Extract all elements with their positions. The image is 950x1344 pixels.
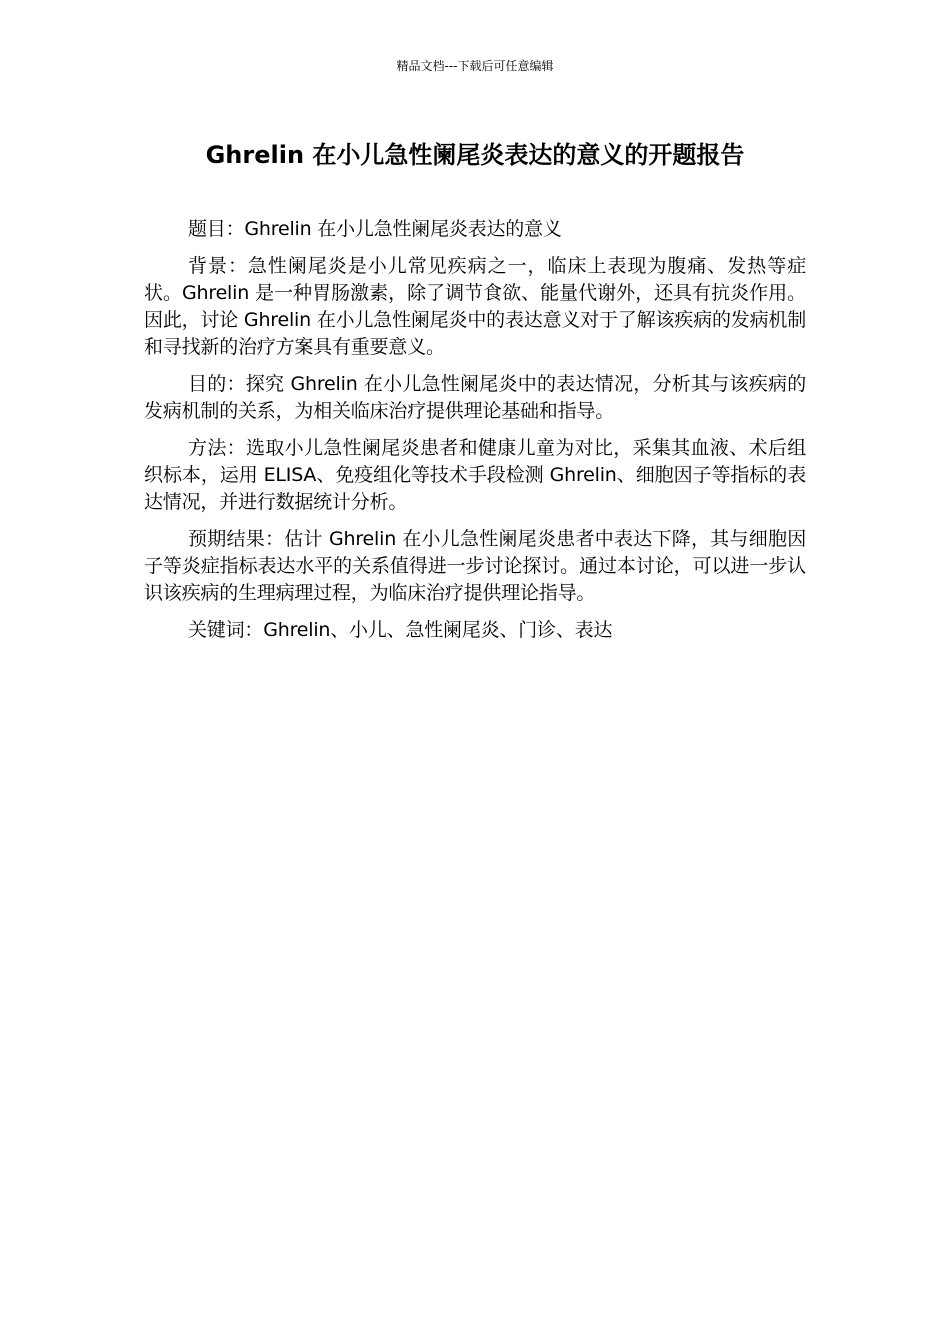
document-body <box>144 216 806 654</box>
paragraph-background: 背景：急性阑尾炎是小儿常见疾病之一，临床上表现为腹痛、发热等症状。Ghrelin 是一种胃肠激素，除了调节食欲、能量代谢外，还具有抗炎作用。因此，讨论 Ghrelin 在小儿急性阑尾炎中的表达意义对于了解该疾病的发病机制和寻找新的治疗方案具有重要意义。 <box>144 255 806 358</box>
paragraph-expected-results: 预期结果：估计 Ghrelin 在小儿急性阑尾炎患者中表达下降，其与细胞因子等炎症指标表达水平的关系值得进一步讨论探讨。通过本讨论，可以进一步认识该疾病的生理病理过程，为临床治疗提供理论指导。 <box>144 528 806 604</box>
document-title: Ghrelin 在小儿急性阑尾炎表达的意义的开题报告 <box>205 141 745 169</box>
paragraph-keywords: 关键词：Ghrelin、小儿、急性阑尾炎、门诊、表达 <box>188 619 613 641</box>
paragraph-topic: 题目：Ghrelin 在小儿急性阑尾炎表达的意义 <box>188 218 562 240</box>
paragraph-objective: 目的：探究 Ghrelin 在小儿急性阑尾炎中的表达情况，分析其与该疾病的发病机制的关系，为相关临床治疗提供理论基础和指导。 <box>144 373 806 422</box>
paragraph-methods: 方法：选取小儿急性阑尾炎患者和健康儿童为对比，采集其血液、术后组织标本，运用 ELISA、免疫组化等技术手段检测 Ghrelin、细胞因子等指标的表达情况，并进行数据统计分析。 <box>144 437 806 513</box>
page-header: 精品文档---下载后可任意编辑 <box>396 59 554 73</box>
